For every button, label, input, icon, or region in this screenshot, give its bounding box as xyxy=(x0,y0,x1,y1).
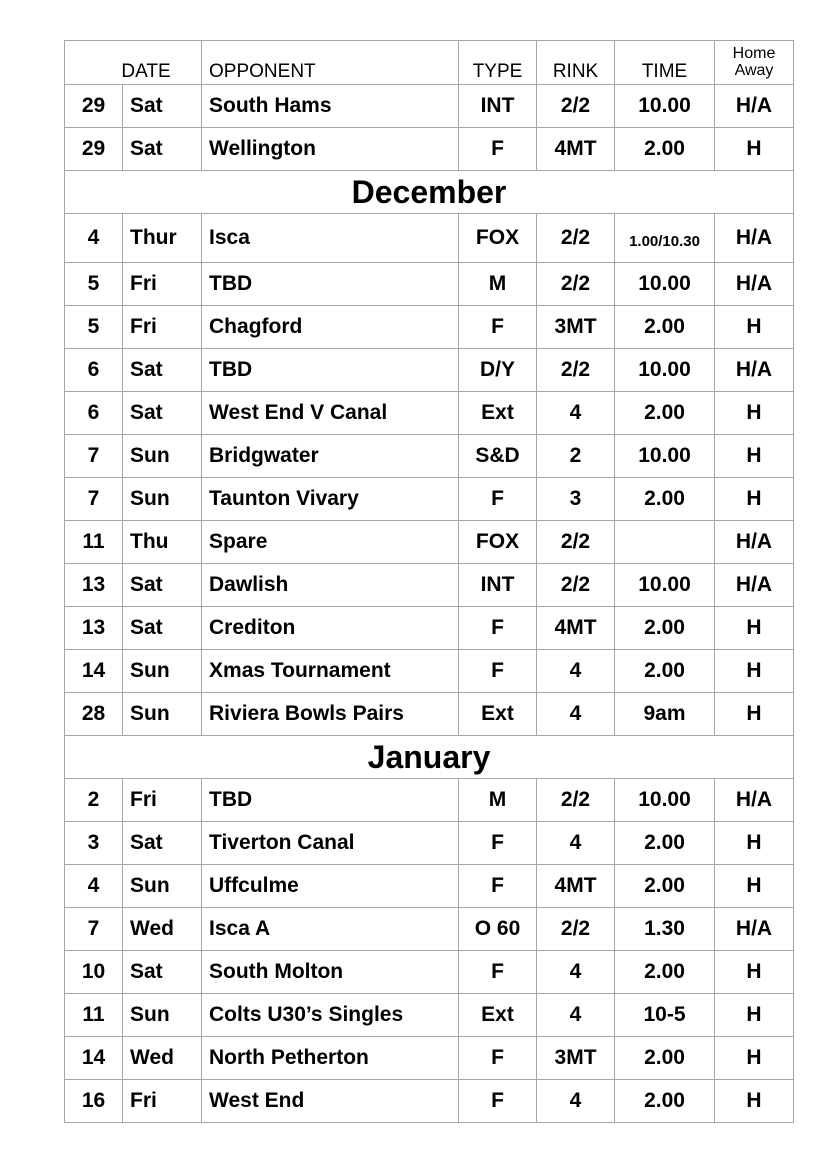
time-cell: 10.00 xyxy=(615,263,715,306)
date-day: 3 xyxy=(65,822,123,865)
opponent-cell: Wellington xyxy=(202,128,459,171)
type-cell: FOX xyxy=(459,214,537,263)
rink-cell: 4 xyxy=(537,392,615,435)
month-heading: December xyxy=(65,171,794,214)
type-cell: D/Y xyxy=(459,349,537,392)
date-day: 29 xyxy=(65,128,123,171)
fixture-row xyxy=(65,994,794,1037)
home-away-cell: H/A xyxy=(715,263,794,306)
rink-cell: 4MT xyxy=(537,128,615,171)
type-cell: O 60 xyxy=(459,908,537,951)
home-away-cell: H/A xyxy=(715,779,794,822)
rink-cell: 4 xyxy=(537,951,615,994)
type-cell: Ext xyxy=(459,392,537,435)
date-weekday: Thu xyxy=(123,521,202,564)
fixture-row xyxy=(65,1037,794,1080)
type-cell: M xyxy=(459,263,537,306)
time-cell: 2.00 xyxy=(615,128,715,171)
time-cell: 10.00 xyxy=(615,85,715,128)
date-weekday: Fri xyxy=(123,306,202,349)
month-heading-row xyxy=(65,736,794,779)
date-day: 2 xyxy=(65,779,123,822)
date-day: 13 xyxy=(65,607,123,650)
date-day: 16 xyxy=(65,1080,123,1123)
rink-cell: 4 xyxy=(537,994,615,1037)
fixture-row xyxy=(65,951,794,994)
date-weekday: Sat xyxy=(123,564,202,607)
date-weekday: Sat xyxy=(123,128,202,171)
time-cell: 2.00 xyxy=(615,1080,715,1123)
date-day: 5 xyxy=(65,306,123,349)
fixture-row xyxy=(65,779,794,822)
type-cell: F xyxy=(459,306,537,349)
date-weekday: Thur xyxy=(123,214,202,263)
date-weekday: Sun xyxy=(123,693,202,736)
time-cell: 2.00 xyxy=(615,1037,715,1080)
type-cell: Ext xyxy=(459,693,537,736)
date-day: 29 xyxy=(65,85,123,128)
home-away-cell: H/A xyxy=(715,214,794,263)
opponent-cell: South Hams xyxy=(202,85,459,128)
type-cell: F xyxy=(459,1080,537,1123)
time-cell: 2.00 xyxy=(615,607,715,650)
rink-cell: 2/2 xyxy=(537,779,615,822)
time-cell: 2.00 xyxy=(615,306,715,349)
fixture-row xyxy=(65,865,794,908)
rink-cell: 2/2 xyxy=(537,908,615,951)
rink-cell: 2/2 xyxy=(537,85,615,128)
time-cell xyxy=(615,521,715,564)
rink-cell: 4 xyxy=(537,693,615,736)
time-cell: 2.00 xyxy=(615,951,715,994)
rink-cell: 4 xyxy=(537,650,615,693)
header-type: TYPE xyxy=(459,41,537,85)
home-away-cell: H xyxy=(715,693,794,736)
type-cell: F xyxy=(459,650,537,693)
type-cell: F xyxy=(459,128,537,171)
time-cell: 2.00 xyxy=(615,822,715,865)
opponent-cell: Colts U30’s Singles xyxy=(202,994,459,1037)
header-home: Home xyxy=(732,45,776,62)
rink-cell: 4MT xyxy=(537,607,615,650)
fixture-row xyxy=(65,521,794,564)
time-cell: 10.00 xyxy=(615,435,715,478)
type-cell: Ext xyxy=(459,994,537,1037)
opponent-cell: Tiverton Canal xyxy=(202,822,459,865)
home-away-cell: H xyxy=(715,994,794,1037)
header-home-away xyxy=(715,41,794,85)
home-away-cell: H/A xyxy=(715,908,794,951)
type-cell: F xyxy=(459,478,537,521)
fixture-row xyxy=(65,564,794,607)
opponent-cell: West End V Canal xyxy=(202,392,459,435)
fixture-row xyxy=(65,214,794,263)
time-cell: 2.00 xyxy=(615,650,715,693)
opponent-cell: TBD xyxy=(202,349,459,392)
home-away-cell: H xyxy=(715,128,794,171)
home-away-cell: H/A xyxy=(715,349,794,392)
date-day: 11 xyxy=(65,521,123,564)
date-weekday: Sat xyxy=(123,349,202,392)
date-weekday: Sun xyxy=(123,478,202,521)
date-day: 6 xyxy=(65,392,123,435)
time-cell: 10.00 xyxy=(615,349,715,392)
time-cell: 9am xyxy=(615,693,715,736)
header-date: DATE xyxy=(65,41,202,85)
opponent-cell: TBD xyxy=(202,263,459,306)
rink-cell: 2/2 xyxy=(537,263,615,306)
time-cell: 1.30 xyxy=(615,908,715,951)
home-away-cell: H xyxy=(715,650,794,693)
rink-cell: 3MT xyxy=(537,1037,615,1080)
rink-cell: 4MT xyxy=(537,865,615,908)
date-day: 28 xyxy=(65,693,123,736)
date-weekday: Sat xyxy=(123,392,202,435)
type-cell: F xyxy=(459,951,537,994)
opponent-cell: Riviera Bowls Pairs xyxy=(202,693,459,736)
date-weekday: Fri xyxy=(123,1080,202,1123)
rink-cell: 2/2 xyxy=(537,349,615,392)
fixture-row xyxy=(65,306,794,349)
fixture-row xyxy=(65,128,794,171)
date-weekday: Sat xyxy=(123,607,202,650)
fixture-body xyxy=(65,85,794,1123)
date-day: 14 xyxy=(65,1037,123,1080)
date-weekday: Sat xyxy=(123,822,202,865)
home-away-cell: H xyxy=(715,822,794,865)
date-weekday: Wed xyxy=(123,908,202,951)
time-cell: 2.00 xyxy=(615,478,715,521)
date-day: 7 xyxy=(65,435,123,478)
rink-cell: 4 xyxy=(537,822,615,865)
time-cell: 10.00 xyxy=(615,564,715,607)
date-day: 14 xyxy=(65,650,123,693)
header-row xyxy=(65,41,794,85)
opponent-cell: Crediton xyxy=(202,607,459,650)
home-away-cell: H xyxy=(715,306,794,349)
opponent-cell: West End xyxy=(202,1080,459,1123)
opponent-cell: North Petherton xyxy=(202,1037,459,1080)
header-away: Away xyxy=(734,62,774,79)
date-weekday: Sun xyxy=(123,435,202,478)
date-weekday: Sun xyxy=(123,650,202,693)
rink-cell: 3 xyxy=(537,478,615,521)
date-day: 4 xyxy=(65,214,123,263)
opponent-cell: Chagford xyxy=(202,306,459,349)
fixture-row xyxy=(65,822,794,865)
rink-cell: 2/2 xyxy=(537,521,615,564)
time-cell: 2.00 xyxy=(615,865,715,908)
opponent-cell: Taunton Vivary xyxy=(202,478,459,521)
fixture-row xyxy=(65,478,794,521)
home-away-cell: H/A xyxy=(715,521,794,564)
type-cell: INT xyxy=(459,85,537,128)
type-cell: S&D xyxy=(459,435,537,478)
home-away-cell: H xyxy=(715,1037,794,1080)
home-away-cell: H xyxy=(715,951,794,994)
date-weekday: Fri xyxy=(123,263,202,306)
time-cell: 10-5 xyxy=(615,994,715,1037)
home-away-cell: H xyxy=(715,392,794,435)
date-day: 7 xyxy=(65,908,123,951)
opponent-cell: Uffculme xyxy=(202,865,459,908)
type-cell: M xyxy=(459,779,537,822)
date-weekday: Sat xyxy=(123,951,202,994)
fixture-row xyxy=(65,1080,794,1123)
fixture-row xyxy=(65,349,794,392)
rink-cell: 2/2 xyxy=(537,214,615,263)
fixture-row xyxy=(65,908,794,951)
header-rink: RINK xyxy=(537,41,615,85)
home-away-cell: H xyxy=(715,865,794,908)
type-cell: F xyxy=(459,607,537,650)
rink-cell: 4 xyxy=(537,1080,615,1123)
opponent-cell: Isca xyxy=(202,214,459,263)
type-cell: F xyxy=(459,865,537,908)
fixture-row xyxy=(65,392,794,435)
date-day: 7 xyxy=(65,478,123,521)
time-cell: 2.00 xyxy=(615,392,715,435)
opponent-cell: Dawlish xyxy=(202,564,459,607)
home-away-cell: H xyxy=(715,607,794,650)
fixture-row xyxy=(65,85,794,128)
fixtures-table xyxy=(64,40,794,1123)
rink-cell: 2/2 xyxy=(537,564,615,607)
home-away-cell: H xyxy=(715,1080,794,1123)
date-day: 5 xyxy=(65,263,123,306)
home-away-cell: H xyxy=(715,478,794,521)
fixture-row xyxy=(65,263,794,306)
home-away-cell: H/A xyxy=(715,564,794,607)
date-day: 11 xyxy=(65,994,123,1037)
opponent-cell: TBD xyxy=(202,779,459,822)
opponent-cell: South Molton xyxy=(202,951,459,994)
opponent-cell: Bridgwater xyxy=(202,435,459,478)
fixture-row xyxy=(65,650,794,693)
type-cell: F xyxy=(459,1037,537,1080)
fixture-row xyxy=(65,435,794,478)
time-cell: 10.00 xyxy=(615,779,715,822)
month-heading: January xyxy=(65,736,794,779)
rink-cell: 2 xyxy=(537,435,615,478)
date-day: 6 xyxy=(65,349,123,392)
date-weekday: Sun xyxy=(123,865,202,908)
date-weekday: Sat xyxy=(123,85,202,128)
type-cell: FOX xyxy=(459,521,537,564)
date-day: 4 xyxy=(65,865,123,908)
home-away-cell: H/A xyxy=(715,85,794,128)
date-weekday: Fri xyxy=(123,779,202,822)
home-away-cell: H xyxy=(715,435,794,478)
date-weekday: Wed xyxy=(123,1037,202,1080)
date-weekday: Sun xyxy=(123,994,202,1037)
opponent-cell: Spare xyxy=(202,521,459,564)
header-time: TIME xyxy=(615,41,715,85)
header-opponent: OPPONENT xyxy=(202,41,459,85)
opponent-cell: Xmas Tournament xyxy=(202,650,459,693)
type-cell: F xyxy=(459,822,537,865)
date-day: 10 xyxy=(65,951,123,994)
fixture-row xyxy=(65,607,794,650)
type-cell: INT xyxy=(459,564,537,607)
fixture-row xyxy=(65,693,794,736)
month-heading-row xyxy=(65,171,794,214)
opponent-cell: Isca A xyxy=(202,908,459,951)
rink-cell: 3MT xyxy=(537,306,615,349)
date-day: 13 xyxy=(65,564,123,607)
time-cell: 1.00/10.30 xyxy=(615,214,715,263)
